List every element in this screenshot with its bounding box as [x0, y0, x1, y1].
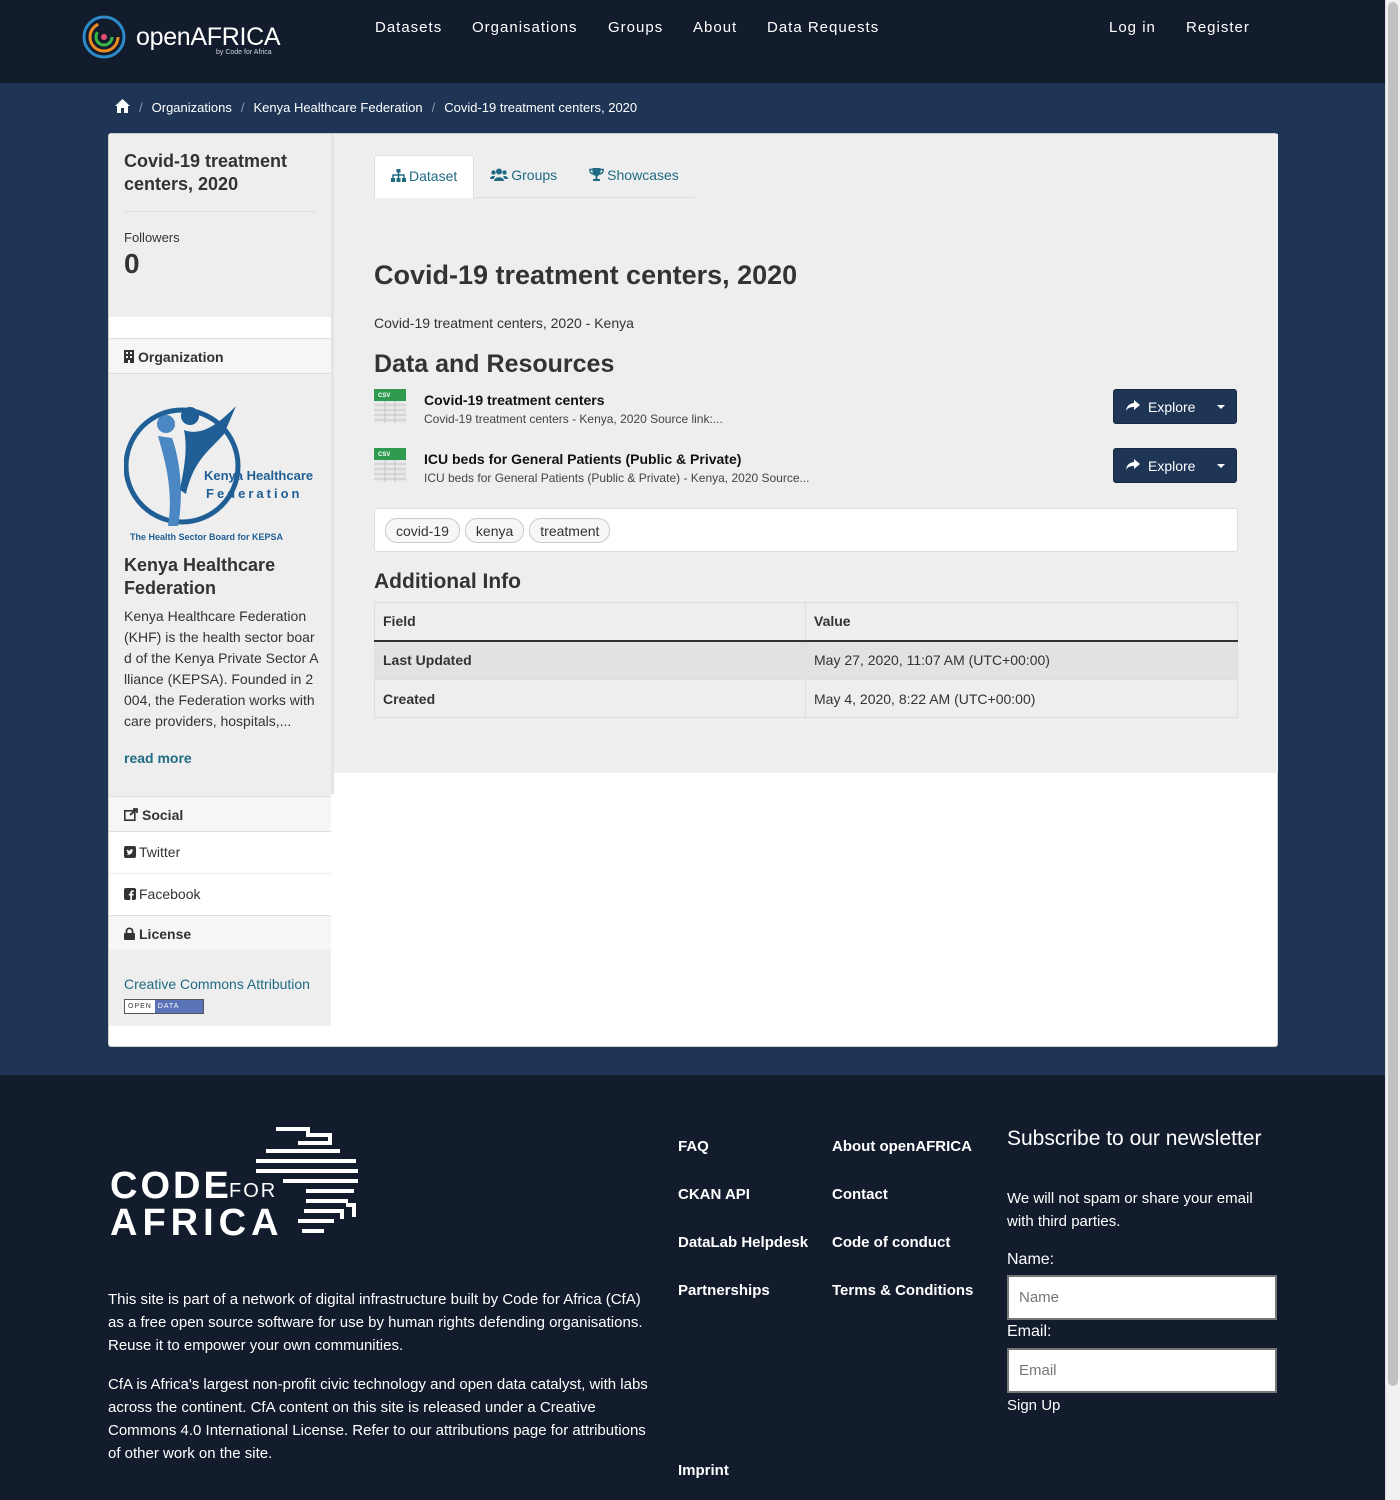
vertical-scrollbar[interactable] — [1385, 0, 1400, 1500]
email-label: Email: — [1007, 1323, 1052, 1340]
breadcrumb-dataset[interactable]: Covid-19 treatment centers, 2020 — [444, 100, 638, 115]
column-header: Value — [806, 603, 1238, 641]
footer-link-datalab-helpdesk[interactable]: DataLab Helpdesk — [678, 1234, 809, 1251]
nav-data-requests[interactable]: Data Requests — [767, 19, 880, 36]
logo-subtext: by Code for Africa — [216, 49, 272, 56]
tab-dataset-label: Dataset — [409, 168, 458, 184]
cfa-logo-for: FOR — [229, 1180, 278, 1202]
cfa-logo-code: CODE — [110, 1165, 232, 1207]
openafrica-logo-icon — [82, 14, 128, 60]
twitter-icon — [124, 845, 136, 861]
main-wrapper — [108, 133, 1278, 1047]
table-row — [375, 641, 1238, 680]
org-name: Kenya Healthcare Federation — [124, 555, 276, 598]
license-panel — [109, 950, 331, 1026]
facebook-icon — [124, 887, 136, 903]
explore-main[interactable] — [1114, 399, 1205, 415]
open-data-badge[interactable] — [124, 999, 204, 1014]
openafrica-logo[interactable] — [82, 14, 282, 60]
organization-panel — [109, 374, 331, 796]
tab-dataset[interactable] — [374, 155, 474, 198]
tab-showcases[interactable] — [573, 155, 695, 198]
explore-button[interactable] — [1113, 448, 1237, 483]
home-icon[interactable] — [115, 99, 130, 116]
badge-open-text: OPEN — [128, 1003, 152, 1010]
dataset-content — [334, 134, 1278, 773]
cfa-logo-africa: AFRICA — [110, 1202, 284, 1244]
breadcrumb — [115, 99, 637, 116]
tag-item[interactable]: treatment — [529, 518, 610, 543]
organization-heading-label: Organization — [138, 349, 224, 365]
license-heading — [109, 915, 331, 951]
footer-link-code-of-conduct[interactable]: Code of conduct — [832, 1234, 951, 1251]
footer-link-terms[interactable]: Terms & Conditions — [832, 1282, 974, 1299]
csv-file-icon[interactable] — [374, 389, 406, 423]
scrollbar-thumb[interactable] — [1388, 2, 1398, 1386]
sidebar — [109, 134, 331, 1026]
share-icon — [1126, 458, 1140, 474]
resources-heading: Data and Resources — [374, 350, 615, 378]
explore-dropdown-toggle[interactable] — [1205, 449, 1236, 482]
name-label: Name: — [1007, 1251, 1055, 1268]
license-heading-label: License — [139, 926, 192, 942]
users-icon — [490, 168, 508, 184]
footer-about-text: This site is part of a network of digital infrastructure built by Code for Africa (CfA) as a free open source software for use by human rights defending organisations. Reuse it to empower your own communities. — [108, 1291, 643, 1354]
footer-license-text: CfA is Africa's largest non-profit civic technology and open data catalyst, with labs across the continent. CfA content on this site is released under a Creative Commons 4.0 International License. Refer to our attributions page for attributions of other work on the site. — [108, 1376, 648, 1462]
org-logo-text-line1: Kenya Healthcare — [204, 468, 314, 483]
caret-down-icon — [1217, 464, 1225, 468]
footer-link-faq[interactable]: FAQ — [678, 1138, 709, 1155]
value-cell: May 27, 2020, 11:07 AM (UTC+00:00) — [806, 641, 1238, 680]
nav-about[interactable]: About — [693, 19, 738, 36]
column-header: Field — [375, 603, 806, 641]
email-input[interactable] — [1007, 1348, 1277, 1393]
footer-link-imprint[interactable]: Imprint — [678, 1462, 729, 1479]
sitemap-icon — [391, 169, 406, 185]
share-icon — [1126, 399, 1140, 415]
login-link[interactable]: Log in — [1109, 19, 1156, 36]
tag-item[interactable]: covid-19 — [385, 518, 460, 543]
footer-link-ckan-api[interactable]: CKAN API — [678, 1186, 750, 1203]
facebook-label: Facebook — [139, 886, 201, 902]
badge-data-text: DATA — [155, 1000, 203, 1013]
field-cell: Created — [375, 680, 806, 718]
newsletter-title: Subscribe to our newsletter — [1007, 1127, 1262, 1150]
field-cell: Last Updated — [375, 641, 806, 680]
resource-title[interactable]: ICU beds for General Patients (Public & Private) — [424, 451, 742, 467]
explore-button[interactable] — [1113, 389, 1237, 424]
resource-item — [374, 389, 1238, 439]
table-header-row — [375, 603, 1238, 641]
social-twitter[interactable] — [109, 832, 331, 874]
breadcrumb-separator: / — [240, 100, 245, 115]
nav-datasets[interactable]: Datasets — [375, 19, 443, 36]
logo-text: openAFRICA — [136, 23, 281, 51]
followers-label: Followers — [124, 230, 180, 245]
additional-info-heading: Additional Info — [374, 570, 521, 593]
footer — [0, 1075, 1385, 1500]
share-square-icon — [124, 808, 138, 824]
org-logo[interactable] — [124, 398, 316, 548]
explore-label: Explore — [1148, 457, 1196, 474]
top-navbar — [0, 0, 1385, 83]
org-description: Kenya Healthcare Federation (KHF) is the health sector board of the Kenya Private Sector Alliance (KEPSA). Founded in 2004, the Federation works with care providers, hospitals,... — [124, 608, 319, 729]
breadcrumb-organization[interactable]: Kenya Healthcare Federation — [253, 100, 423, 115]
newsletter-text: We will not spam or share your email with third parties. — [1007, 1190, 1253, 1230]
license-link[interactable]: Creative Commons Attribution — [124, 976, 310, 992]
building-icon — [124, 350, 134, 366]
followers-count: 0 — [124, 248, 140, 279]
org-logo-tagline: The Health Sector Board for KEPSA — [130, 532, 284, 542]
organization-heading — [109, 338, 331, 374]
explore-label: Explore — [1148, 398, 1196, 415]
trophy-icon — [589, 168, 604, 184]
dataset-title: Covid-19 treatment centers, 2020 — [374, 260, 798, 290]
tag-item[interactable]: kenya — [465, 518, 524, 543]
dataset-info-panel — [109, 134, 331, 317]
signup-button[interactable]: Sign Up — [1007, 1397, 1061, 1414]
footer-link-contact[interactable]: Contact — [832, 1186, 888, 1203]
tab-groups[interactable] — [474, 155, 573, 198]
resource-description: Covid-19 treatment centers - Kenya, 2020 Source link:... — [424, 412, 723, 426]
breadcrumb-organizations[interactable]: Organizations — [151, 100, 232, 115]
social-heading — [109, 796, 331, 832]
table-row — [375, 680, 1238, 718]
divider — [124, 211, 316, 212]
org-logo-text-line2: Federation — [206, 486, 303, 501]
explore-dropdown-toggle[interactable] — [1205, 390, 1236, 423]
register-link[interactable]: Register — [1186, 19, 1250, 36]
svg-text:CSV: CSV — [378, 393, 391, 399]
read-more-link[interactable]: read more — [124, 750, 192, 766]
dataset-notes: Covid-19 treatment centers, 2020 - Kenya — [374, 315, 634, 331]
tag-list — [374, 508, 1238, 552]
nav-groups[interactable]: Groups — [608, 19, 664, 36]
breadcrumb-separator: / — [431, 100, 436, 115]
twitter-label: Twitter — [139, 844, 181, 860]
footer-link-partnerships[interactable]: Partnerships — [678, 1282, 770, 1299]
csv-file-icon[interactable] — [374, 448, 406, 482]
resource-item — [374, 448, 1238, 498]
resource-description: ICU beds for General Patients (Public & Private) - Kenya, 2020 Source... — [424, 471, 810, 485]
code-for-africa-logo[interactable] — [108, 1125, 360, 1244]
resource-title[interactable]: Covid-19 treatment centers — [424, 392, 605, 408]
sidebar-dataset-title: Covid-19 treatment centers, 2020 — [124, 151, 288, 194]
content-tabs — [374, 155, 695, 198]
name-input[interactable] — [1007, 1275, 1277, 1320]
breadcrumb-separator: / — [139, 100, 143, 115]
tab-groups-label: Groups — [511, 167, 558, 183]
footer-link-about[interactable]: About openAFRICA — [832, 1138, 972, 1155]
social-facebook[interactable] — [109, 874, 331, 916]
nav-organisations[interactable]: Organisations — [472, 19, 578, 36]
caret-down-icon — [1217, 405, 1225, 409]
svg-text:CSV: CSV — [378, 452, 391, 458]
explore-main[interactable] — [1114, 458, 1205, 474]
value-cell: May 4, 2020, 8:22 AM (UTC+00:00) — [806, 680, 1238, 718]
social-heading-label: Social — [142, 807, 184, 823]
tab-showcases-label: Showcases — [607, 167, 679, 183]
additional-info-table — [374, 602, 1238, 718]
lock-icon — [124, 927, 135, 943]
